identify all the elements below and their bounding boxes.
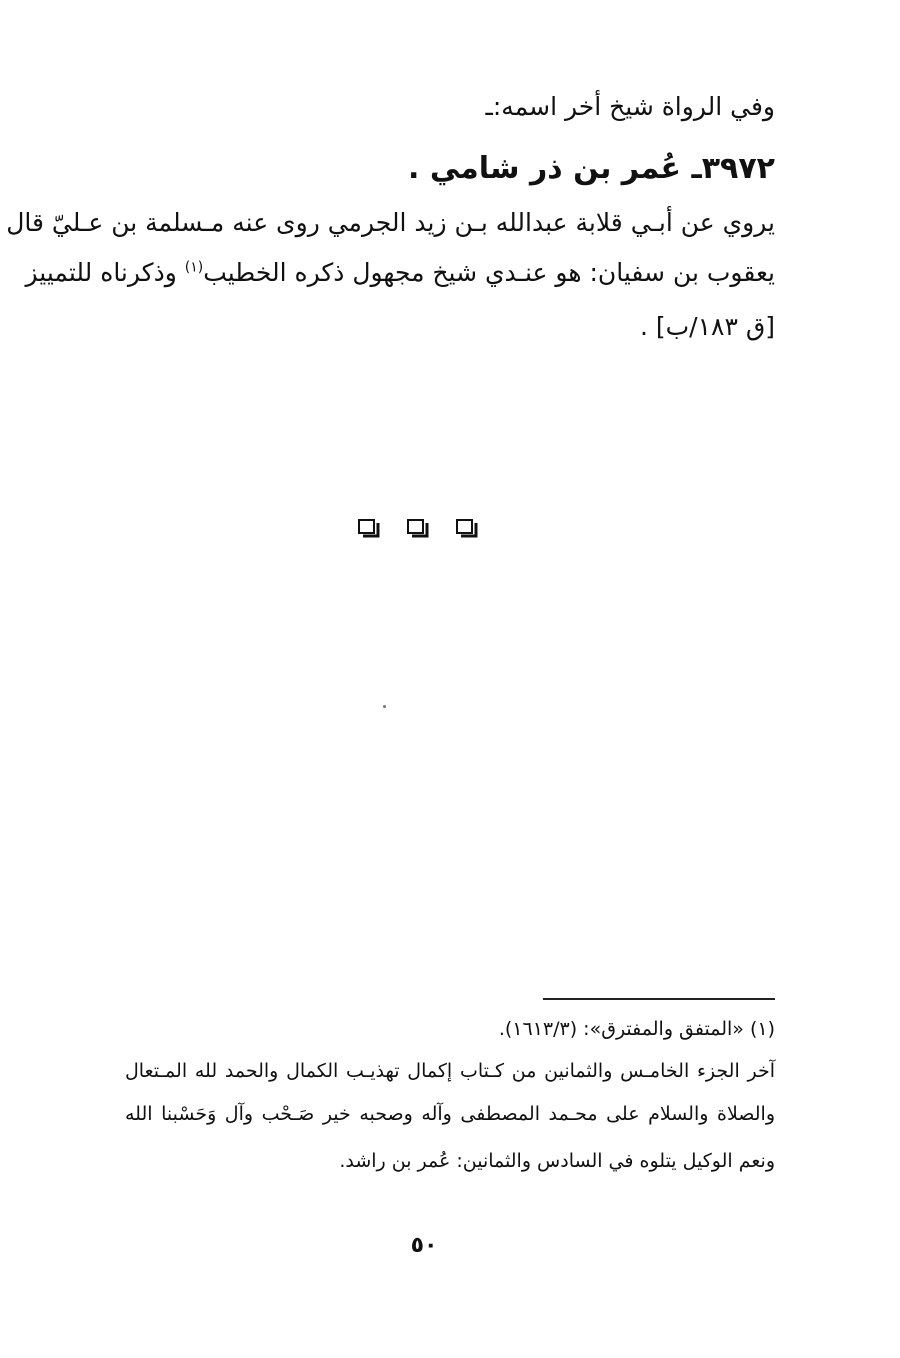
- colophon-line-2: والصلاة والسلام على محـمد المصطفى وآله وصحبه خير صَـحْب وآل وَحَسْبنا الله: [125, 1103, 775, 1125]
- square-ornament-icon: [456, 519, 478, 539]
- footnote-reference[interactable]: (١): [184, 259, 204, 276]
- entry-heading: ٣٩٧٢ـ عُمر بن ذر شامي .: [407, 151, 775, 186]
- footnote-1: (١) «المتفق والمفترق»: (١٦١٣/٣).: [498, 1018, 775, 1040]
- entry-body-line-2: [25, 258, 775, 287]
- footnote-separator: [543, 998, 775, 1000]
- square-ornament-icon: [358, 519, 380, 539]
- entry-body-line-1: يروي عن أبـي قلابة عبدالله بـن زيد الجرمي روى عنه مـسلمة بن عـليّ قال: [6, 208, 775, 237]
- entry-body-line-2-end: وذكرناه للتمييز: [25, 258, 185, 287]
- colophon-line-1: آخر الجزء الخامـس والثمانين من كـتاب إكمال تهذيـب الكمال والحمد لله المـتعال: [125, 1060, 775, 1082]
- colophon-line-3: ونعم الوكيل يتلوه في السادس والثمانين: عُمر بن راشد.: [339, 1150, 775, 1172]
- stray-dot: [383, 705, 386, 708]
- entry-body-line-2-start: يعقوب بن سفيان: هو عنـدي شيخ مجهول ذكره الخطيب: [203, 258, 775, 287]
- section-divider-ornament: [358, 519, 478, 539]
- page-number: ٥٠: [410, 1233, 438, 1258]
- intro-line: وفي الرواة شيخ أخر اسمه:ـ: [485, 92, 775, 121]
- square-ornament-icon: [407, 519, 429, 539]
- entry-body-line-3: [ق ١٨٣/ب] .: [639, 312, 775, 341]
